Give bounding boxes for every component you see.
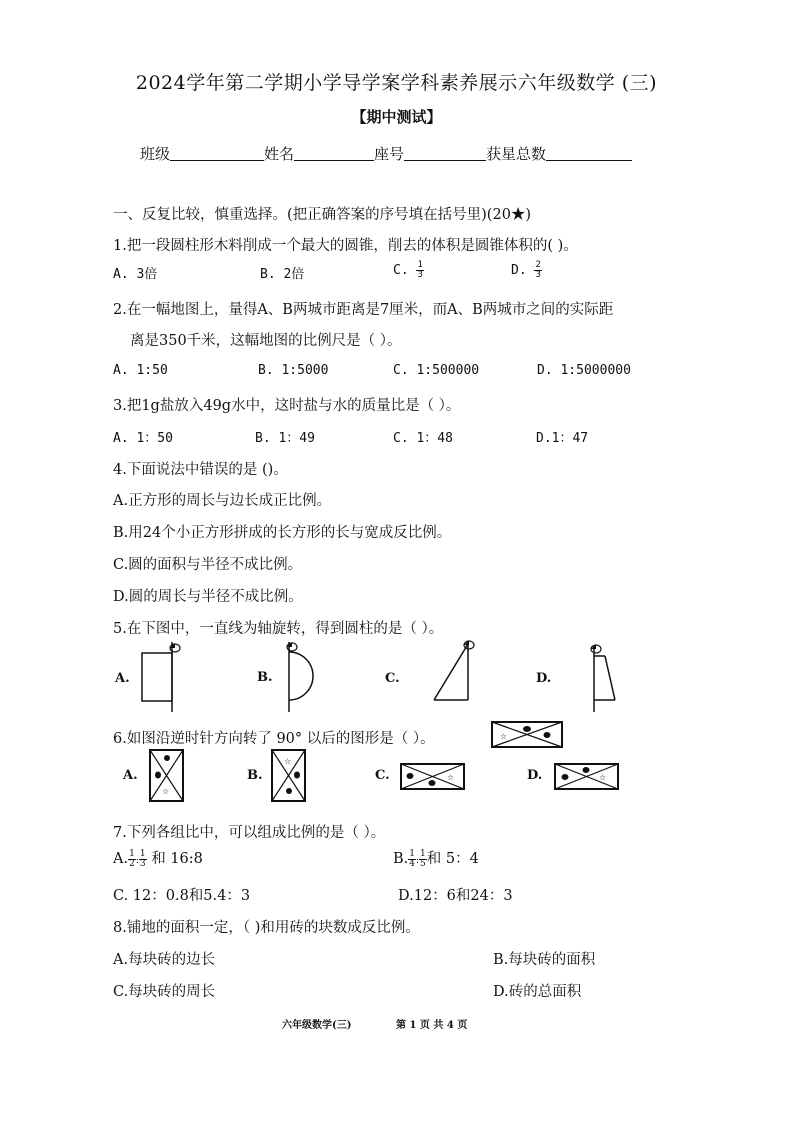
q6-text: 6.如图沿逆时针方向转了 90° 以后的图形是（ ）。 <box>113 731 435 747</box>
q4-option-c: C.圆的面积与半径不成比例。 <box>113 557 303 573</box>
q6-label-a: A. <box>123 768 138 783</box>
class-blank[interactable] <box>170 146 264 161</box>
q5-label-d: D. <box>536 671 552 686</box>
q4-text: 4.下面说法中错误的是 ()。 <box>113 462 288 478</box>
q6-figure-d <box>553 761 621 793</box>
q6-figure-b <box>270 748 308 804</box>
info-row <box>140 143 632 164</box>
section-heading: 一、反复比较，慎重选择。(把正确答案的序号填在括号里)(20★) <box>113 207 532 223</box>
q2-option-d: D. 1:5000000 <box>537 363 631 378</box>
q8-option-b: B.每块砖的面积 <box>493 952 596 968</box>
q6-label-b: B. <box>247 768 263 783</box>
q3-text: 3.把1g盐放入49g水中，这时盐与水的质量比是（ ）。 <box>113 398 461 414</box>
q1-option-b: B. 2倍 <box>260 267 305 282</box>
q2-option-c: C. 1:500000 <box>393 363 480 378</box>
q5-label-c: C. <box>385 671 400 686</box>
q4-option-b: B.用24个小正方形拼成的长方形的长与宽成反比例。 <box>113 525 452 541</box>
exam-subtitle: 【期中测试】 <box>351 108 442 126</box>
q5-label-a: A. <box>115 671 130 686</box>
name-blank[interactable] <box>294 146 374 161</box>
q3-option-d: D.1：47 <box>536 431 589 446</box>
class-label: 班级 <box>140 145 171 163</box>
q6-reference-figure <box>490 719 565 751</box>
q3-option-c: C. 1：48 <box>393 431 453 446</box>
q4-option-a: A.正方形的周长与边长成正比例。 <box>113 493 332 509</box>
svg-text:☆: ☆ <box>447 773 455 782</box>
q5-figure-d <box>585 640 645 715</box>
q8-text: 8.铺地的面积一定，（ )和用砖的块数成反比例。 <box>113 920 420 936</box>
q6-figure-a <box>148 748 186 804</box>
svg-text:☆: ☆ <box>599 773 607 782</box>
q1-option-d: D. $\frac{2}{3}$ <box>511 260 541 280</box>
q5-figure-a <box>130 640 190 715</box>
q6-label-d: D. <box>527 768 543 783</box>
q2-option-a: A. 1:50 <box>113 363 168 378</box>
q5-figure-c <box>428 638 488 713</box>
q5-label-b: B. <box>257 670 273 685</box>
footer-course: 六年级数学(三) <box>282 1020 352 1031</box>
q1-option-a: A. 3倍 <box>113 267 158 282</box>
q2-option-b: B. 1:5000 <box>258 363 329 378</box>
q4-option-d: D.圆的周长与半径不成比例。 <box>113 589 303 605</box>
q8-option-d: D.砖的总面积 <box>493 984 582 1000</box>
q8-option-c: C.每块砖的周长 <box>113 984 216 1000</box>
q6-figure-c <box>399 761 467 793</box>
q1-option-c: C. $\frac{1}{3}$ <box>393 260 423 280</box>
q7-option-d: D.12：6和24：3 <box>398 888 513 904</box>
seat-label: 座号 <box>374 145 405 163</box>
name-label: 姓名 <box>264 145 295 163</box>
q3-option-a: A. 1：50 <box>113 431 173 446</box>
q5-figure-b <box>272 640 332 715</box>
svg-text:☆: ☆ <box>162 787 170 796</box>
q1-text: 1.把一段圆柱形木料削成一个最大的圆锥，削去的体积是圆锥体积的( )。 <box>113 238 578 254</box>
q2-text-line1: 2.在一幅地图上，量得A、B两城市距离是7厘米，而A、B两城市之间的实际距 <box>113 302 614 318</box>
seat-blank[interactable] <box>404 146 486 161</box>
q8-option-a: A.每块砖的边长 <box>113 952 216 968</box>
svg-text:☆: ☆ <box>284 757 292 766</box>
footer-page-number: 第 1 页 共 4 页 <box>396 1020 468 1031</box>
page-title: 2024学年第二学期小学导学案学科素养展示六年级数学 (三) <box>135 72 658 94</box>
q7-option-a: A. $\frac{1}{2}$ : $\frac{1}{3}$ 和 16:8 <box>113 848 203 869</box>
q7-text: 7.下列各组比中，可以组成比例的是（ ）。 <box>113 825 386 841</box>
q7-option-b: B. $\frac{1}{4}$ : $\frac{1}{5}$ 和 5：4 <box>393 848 479 869</box>
q6-label-c: C. <box>375 768 390 783</box>
svg-text:☆: ☆ <box>500 732 508 741</box>
q3-option-b: B. 1：49 <box>255 431 315 446</box>
q7-option-c: C. 12：0.8和5.4：3 <box>113 888 251 904</box>
stars-blank[interactable] <box>546 146 632 161</box>
q5-text: 5.在下图中，一直线为轴旋转，得到圆柱的是（ ）。 <box>113 621 444 637</box>
stars-label: 获星总数 <box>486 145 547 163</box>
q2-text-line2: 离是350千米，这幅地图的比例尺是（ ）。 <box>130 333 402 349</box>
